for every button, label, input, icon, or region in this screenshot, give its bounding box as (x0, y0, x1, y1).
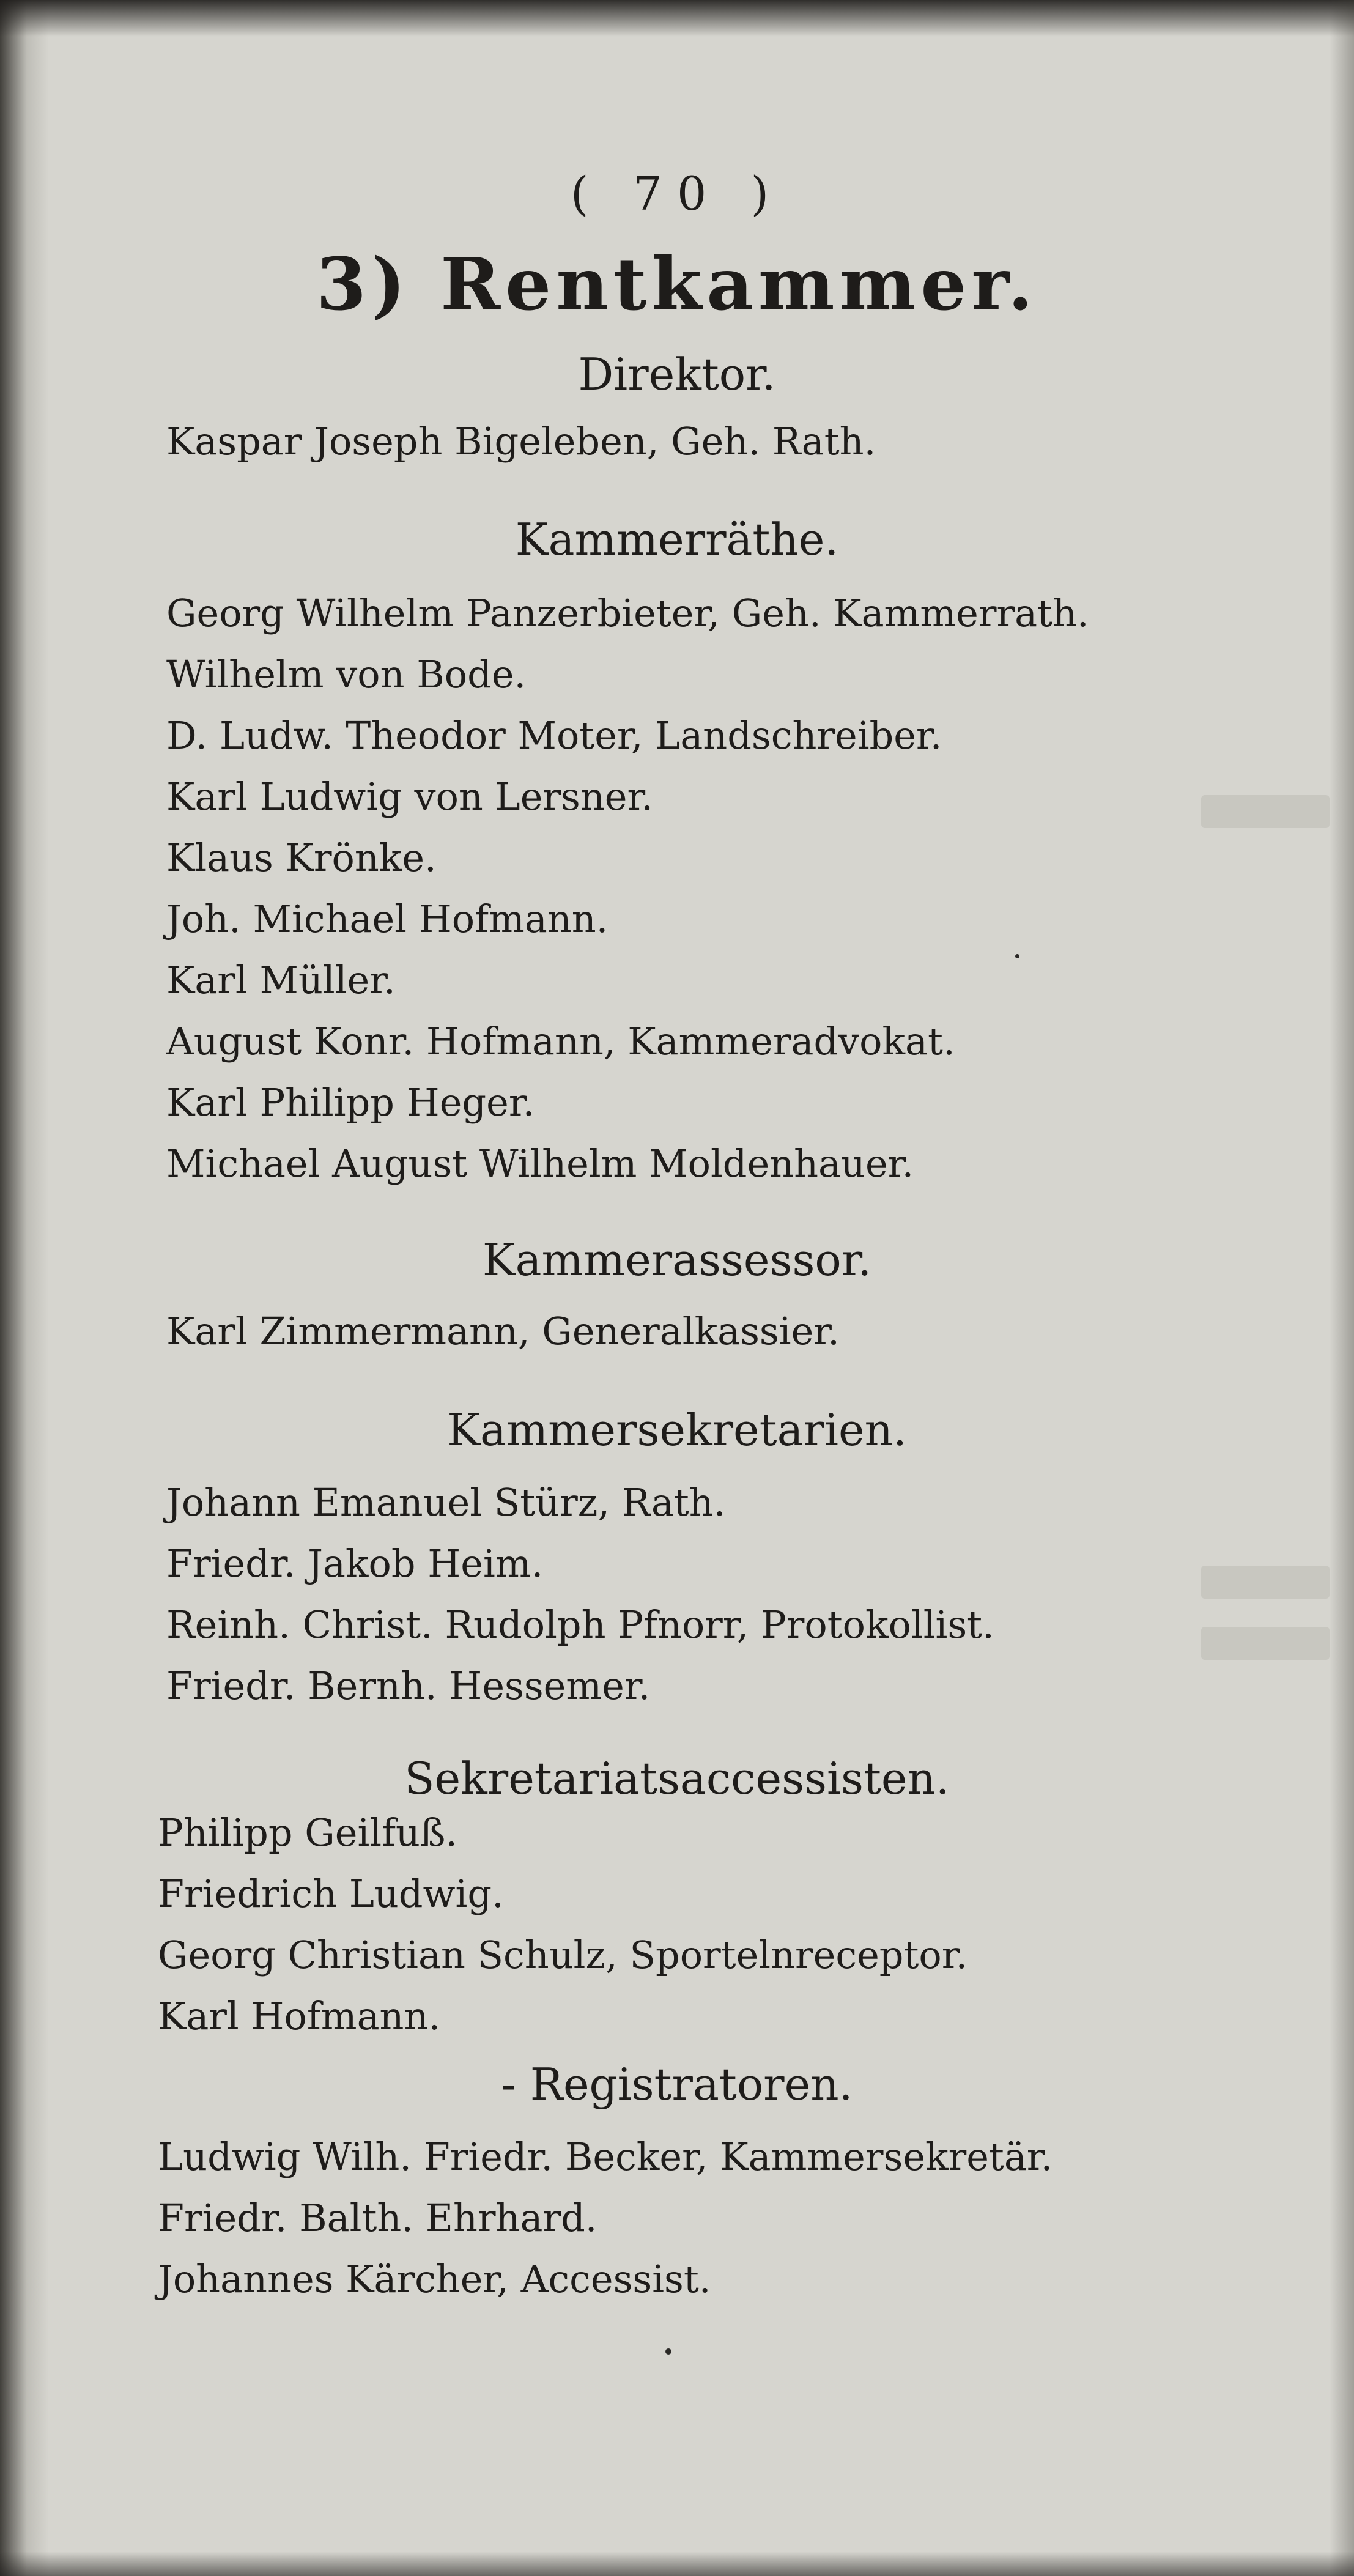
heading-kammersekretarien: Kammersekretarien. (447, 1404, 907, 1456)
entry: Karl Philipp Heger. (166, 1080, 535, 1125)
entry: Georg Christian Schulz, Sportelnreceptor. (158, 1933, 968, 1977)
entry: Ludwig Wilh. Friedr. Becker, Kammersekretär. (158, 2134, 1053, 2179)
entry: August Konr. Hofmann, Kammeradvokat. (166, 1019, 955, 1064)
entry: Karl Zimmermann, Generalkassier. (166, 1309, 840, 1353)
page-top-shadow (0, 0, 1354, 37)
entry: Karl Ludwig von Lersner. (166, 774, 654, 819)
heading-direktor: Direktor. (578, 349, 776, 400)
entry: Friedr. Jakob Heim. (166, 1541, 544, 1586)
entry: Johann Emanuel Stürz, Rath. (166, 1480, 726, 1525)
page-bottom-shadow (0, 2552, 1354, 2576)
entry: D. Ludw. Theodor Moter, Landschreiber. (166, 713, 942, 758)
entry: Reinh. Christ. Rudolph Pfnorr, Protokollist. (166, 1602, 994, 1647)
heading-kammerraethe: Kammerräthe. (515, 514, 839, 565)
entry: Klaus Krönke. (166, 835, 437, 880)
heading-kammerassessor: Kammerassessor. (482, 1234, 872, 1286)
entry: Philipp Geilfuß. (158, 1810, 458, 1855)
page-number: ( 70 ) (570, 166, 784, 221)
entry: Karl Müller. (166, 958, 396, 1002)
entry: Karl Hofmann. (158, 1994, 441, 2038)
entry: Joh. Michael Hofmann. (166, 897, 609, 941)
entry: Friedrich Ludwig. (158, 1871, 504, 1916)
entry: Georg Wilhelm Panzerbieter, Geh. Kammerrath. (166, 591, 1089, 635)
entry: Kaspar Joseph Bigeleben, Geh. Rath. (166, 419, 876, 464)
ink-bleed-through (1201, 795, 1330, 828)
entry: Michael August Wilhelm Moldenhauer. (166, 1141, 914, 1186)
heading-registratoren: - Registratoren. (501, 2059, 853, 2110)
ink-speck (665, 2348, 671, 2355)
entry: Friedr. Balth. Ehrhard. (158, 2196, 597, 2240)
entry: Friedr. Bernh. Hessemer. (166, 1664, 651, 1708)
ink-speck (1015, 954, 1019, 958)
entry: Johannes Kärcher, Accessist. (158, 2257, 711, 2301)
entry: Wilhelm von Bode. (166, 652, 527, 697)
ink-bleed-through (1201, 1627, 1330, 1660)
section-title: 3) Rentkammer. (316, 242, 1038, 327)
heading-sekretariatsaccessisten: Sekretariatsaccessisten. (404, 1753, 950, 1804)
ink-bleed-through (1201, 1566, 1330, 1599)
